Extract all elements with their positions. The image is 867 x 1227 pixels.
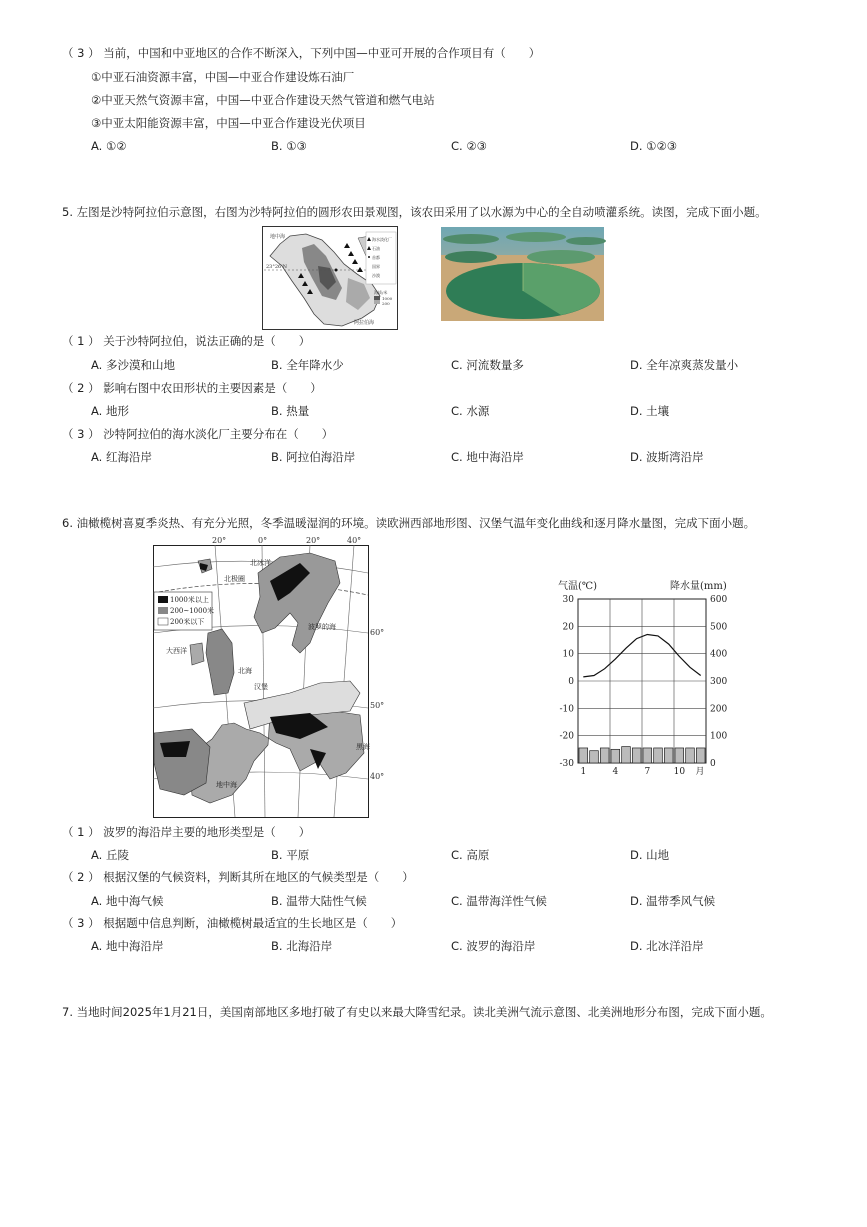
precip-tick-label: 100 bbox=[710, 731, 728, 742]
precip-tick-label: 600 bbox=[710, 595, 728, 605]
option-b[interactable]: B. 北海沿岸 bbox=[271, 939, 333, 953]
precip-tick-label: 500 bbox=[710, 622, 728, 633]
question-stem: 7. 当地时间2025年1月21日，美国南部地区多地打破了有史以来最大降雪纪录。读北美洲气流示意图、北美洲地形分布图，完成下面小题。 bbox=[62, 1005, 772, 1019]
option-b[interactable]: B. 温带大陆性气候 bbox=[271, 894, 367, 908]
legend-capital: 首都 bbox=[372, 255, 380, 260]
option-a[interactable]: A. 地中海沿岸 bbox=[91, 939, 164, 953]
temp-tick-label: 0 bbox=[568, 677, 574, 687]
option-d[interactable]: D. 温带季风气候 bbox=[630, 894, 716, 908]
latitude-label: 23°26'N bbox=[266, 264, 287, 270]
precipitation-bar bbox=[590, 751, 599, 763]
option-b[interactable]: B. 平原 bbox=[271, 848, 310, 862]
place-label: 大西洋 bbox=[166, 647, 187, 655]
precip-tick-label: 400 bbox=[710, 649, 728, 660]
legend-desert: 沙漠 bbox=[372, 273, 380, 278]
precipitation-bar bbox=[696, 748, 705, 763]
elevation-value: 1000 bbox=[382, 296, 393, 301]
question-stem: （ 3 ） 当前，中国和中亚地区的合作不断深入，下列中国—中亚可开展的合作项目有（ ） bbox=[62, 46, 541, 60]
month-tick-label: 1 bbox=[580, 767, 587, 777]
option-c[interactable]: C. 水源 bbox=[451, 404, 490, 418]
precipitation-bar bbox=[600, 748, 609, 763]
option-c[interactable]: C. 波罗的海沿岸 bbox=[451, 939, 536, 953]
option-d[interactable]: D. 北冰洋沿岸 bbox=[630, 939, 704, 953]
option-d[interactable]: D. 波斯湾沿岸 bbox=[630, 450, 704, 464]
longitude-label: 20° bbox=[306, 536, 321, 545]
temp-tick-label: 20 bbox=[562, 622, 574, 633]
place-label: 黑海 bbox=[356, 743, 370, 751]
place-label: 地中海 bbox=[216, 781, 237, 789]
temp-tick-label: 10 bbox=[562, 649, 574, 660]
month-tick-label: 10 bbox=[673, 767, 686, 777]
place-label: 北海 bbox=[238, 667, 252, 675]
precipitation-bar bbox=[622, 747, 631, 763]
question-stem: （ 3 ） 沙特阿拉伯的海水淡化厂主要分布在（ ） bbox=[62, 427, 334, 441]
question-stem: （ 2 ） 根据汉堡的气候资料，判断其所在地区的气候类型是（ ） bbox=[62, 870, 414, 884]
precip-tick-label: 300 bbox=[710, 677, 728, 687]
sea-label-top: 地中海 bbox=[270, 234, 286, 240]
statement-item: ①中亚石油资源丰富，中国—中亚合作建设炼石油厂 bbox=[91, 70, 355, 84]
legend-mid: 200~1000米 bbox=[170, 607, 215, 615]
option-c[interactable]: C. 河流数量多 bbox=[451, 358, 524, 372]
option-a[interactable]: A. 红海沿岸 bbox=[91, 450, 152, 464]
legend-desalination: 海水淡化厂 bbox=[372, 237, 392, 242]
precipitation-bar bbox=[579, 748, 588, 763]
option-b[interactable]: B. ①③ bbox=[271, 139, 307, 153]
option-a[interactable]: A. 地形 bbox=[91, 404, 129, 418]
precipitation-bar bbox=[664, 748, 673, 763]
precipitation-bar bbox=[654, 748, 663, 763]
western-europe-map bbox=[150, 533, 385, 821]
option-d[interactable]: D. 全年凉爽蒸发量小 bbox=[630, 358, 739, 372]
option-d[interactable]: D. 土壤 bbox=[630, 404, 670, 418]
precip-tick-label: 0 bbox=[710, 759, 716, 769]
month-tick-label: 7 bbox=[644, 767, 651, 777]
latitude-label: 60° bbox=[370, 628, 385, 637]
temp-axis-title: 气温(℃) bbox=[558, 581, 597, 592]
place-label: 北冰洋 bbox=[250, 559, 271, 567]
precip-axis-title: 降水量(mm) bbox=[670, 581, 727, 592]
elevation-value: 200 bbox=[382, 301, 390, 306]
temp-tick-label: -30 bbox=[559, 759, 574, 769]
question-stem: （ 2 ） 影响右图中农田形状的主要因素是（ ） bbox=[62, 381, 322, 395]
option-d[interactable]: D. ①②③ bbox=[630, 139, 678, 153]
option-b[interactable]: B. 阿拉伯海沿岸 bbox=[271, 450, 356, 464]
option-b[interactable]: B. 全年降水少 bbox=[271, 358, 344, 372]
place-label: 汉堡 bbox=[254, 683, 268, 691]
option-c[interactable]: C. 地中海沿岸 bbox=[451, 450, 524, 464]
place-label: 北极圈 bbox=[224, 575, 245, 583]
option-a[interactable]: A. 丘陵 bbox=[91, 848, 129, 862]
month-tick-label: 月 bbox=[695, 767, 705, 777]
statement-item: ②中亚天然气资源丰富，中国—中亚合作建设天然气管道和燃气电站 bbox=[91, 93, 435, 107]
temp-tick-label: -20 bbox=[559, 731, 574, 742]
precip-tick-label: 200 bbox=[710, 704, 728, 715]
temp-tick-label: -10 bbox=[559, 704, 574, 715]
option-a[interactable]: A. ①② bbox=[91, 139, 127, 153]
precipitation-bar bbox=[632, 748, 641, 763]
question-stem: （ 1 ） 波罗的海沿岸主要的地形类型是（ ） bbox=[62, 825, 311, 839]
legend-oil: 石油 bbox=[372, 246, 380, 251]
elevation-title: 海拔/米 bbox=[374, 290, 388, 295]
option-c[interactable]: C. ②③ bbox=[451, 139, 487, 153]
option-c[interactable]: C. 温带海洋性气候 bbox=[451, 894, 547, 908]
longitude-label: 20° bbox=[212, 536, 227, 545]
precipitation-bar bbox=[643, 748, 652, 763]
question-stem: 5. 左图是沙特阿拉伯示意图，右图为沙特阿拉伯的圆形农田景观图，该农田采用了以水源为中心的全自动喷灌系统。读图，完成下面小题。 bbox=[62, 205, 767, 219]
option-d[interactable]: D. 山地 bbox=[630, 848, 670, 862]
longitude-label: 40° bbox=[347, 536, 362, 545]
option-b[interactable]: B. 热量 bbox=[271, 404, 310, 418]
question-stem: 6. 油橄榄树喜夏季炎热、有充分光照，冬季温暖湿润的环境。读欧洲西部地形图、汉堡气温年变化曲线和逐月降水量图，完成下面小题。 bbox=[62, 516, 756, 530]
precipitation-bar bbox=[611, 749, 620, 763]
sea-label-bottom: 阿拉伯海 bbox=[354, 320, 375, 326]
option-a[interactable]: A. 地中海气候 bbox=[91, 894, 164, 908]
question-stem: （ 3 ） 根据题中信息判断，油橄榄树最适宜的生长地区是（ ） bbox=[62, 916, 403, 930]
precipitation-bar bbox=[686, 748, 695, 763]
month-tick-label: 4 bbox=[612, 767, 619, 777]
place-label: 波罗的海 bbox=[308, 623, 336, 631]
option-a[interactable]: A. 多沙漠和山地 bbox=[91, 358, 175, 372]
circular-farmland-photo bbox=[441, 227, 604, 321]
statement-item: ③中亚太阳能资源丰富，中国—中亚合作建设光伏项目 bbox=[91, 116, 366, 130]
temp-tick-label: 30 bbox=[562, 595, 574, 605]
hamburg-climate-chart bbox=[552, 575, 732, 777]
saudi-arabia-map bbox=[262, 226, 398, 330]
latitude-label: 40° bbox=[370, 772, 385, 781]
question-stem: （ 1 ） 关于沙特阿拉伯，说法正确的是（ ） bbox=[62, 334, 311, 348]
legend-high: 1000米以上 bbox=[170, 596, 209, 604]
precipitation-bar bbox=[675, 748, 684, 763]
legend-border: 国界 bbox=[372, 264, 380, 269]
latitude-label: 50° bbox=[370, 701, 385, 710]
legend-low: 200米以下 bbox=[170, 618, 205, 626]
option-c[interactable]: C. 高原 bbox=[451, 848, 490, 862]
longitude-label: 0° bbox=[258, 536, 268, 545]
